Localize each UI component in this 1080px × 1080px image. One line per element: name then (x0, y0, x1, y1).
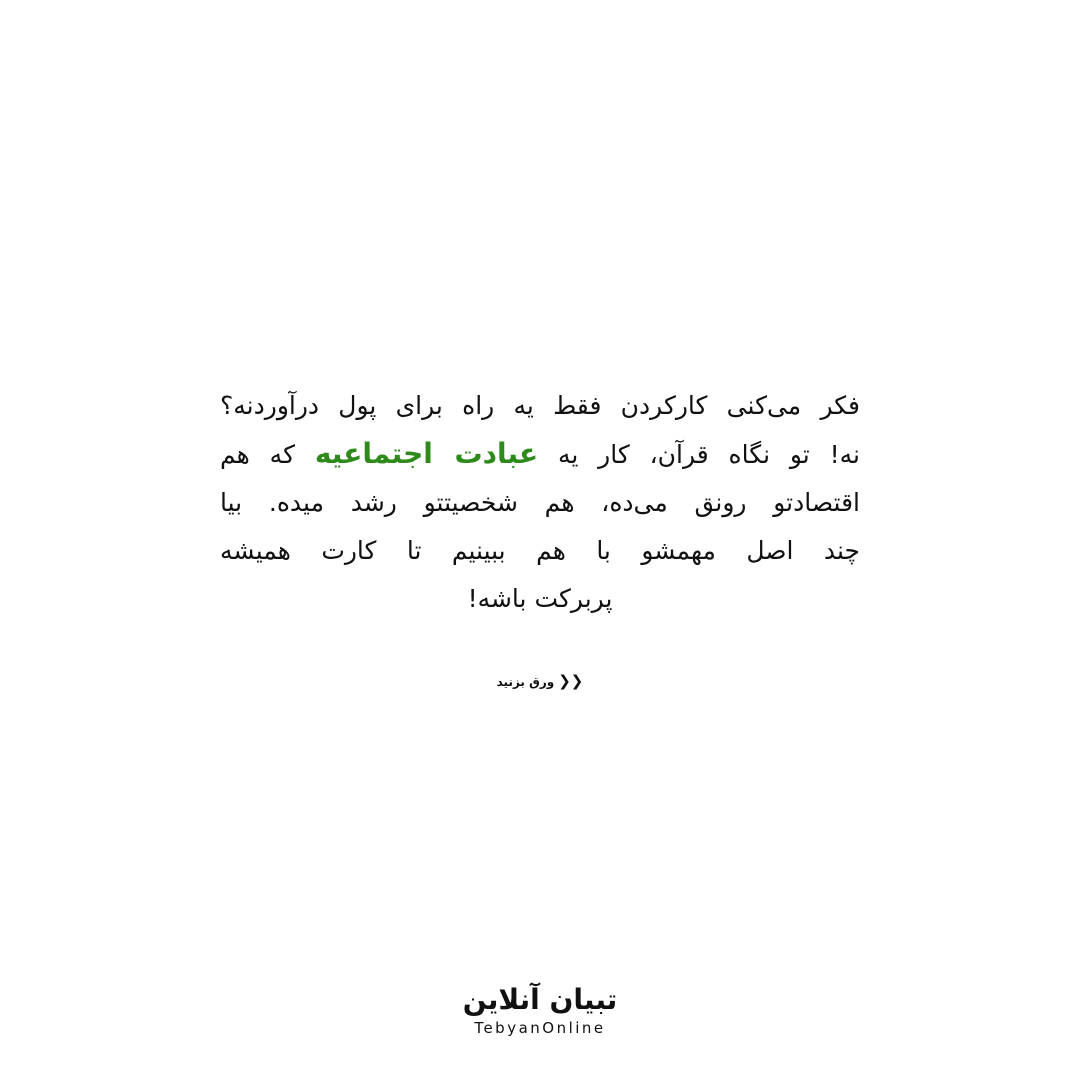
swipe-hint (0, 672, 1080, 690)
main-text (220, 382, 860, 623)
text-line-5: پربرکت باشه! (467, 584, 613, 613)
double-chevron-left-icon: ❮❮ (558, 672, 584, 690)
highlighted-phrase: عبادت اجتماعیه (314, 437, 539, 470)
text-line-4: چند اصل مهمشو با هم ببینیم تا کارت همیشه (220, 536, 860, 565)
brand-logo (0, 982, 1080, 1038)
text-line-2-start: نه! تو نگاه قرآن، کار یه (538, 440, 860, 469)
logo-english: TebyanOnline (474, 1019, 606, 1037)
text-line-3: اقتصادتو رونق می‌ده، هم شخصیتتو رشد میده. بیا (220, 488, 860, 517)
logo-persian: تبیان آنلاین (462, 983, 618, 1016)
swipe-label: ورق بزنید (496, 675, 555, 689)
text-line-2-end: که هم (220, 440, 315, 469)
text-line-1: فکر می‌کنی کارکردن فقط یه راه برای پول درآوردنه؟ (220, 391, 860, 420)
text-line-2 (220, 430, 860, 479)
